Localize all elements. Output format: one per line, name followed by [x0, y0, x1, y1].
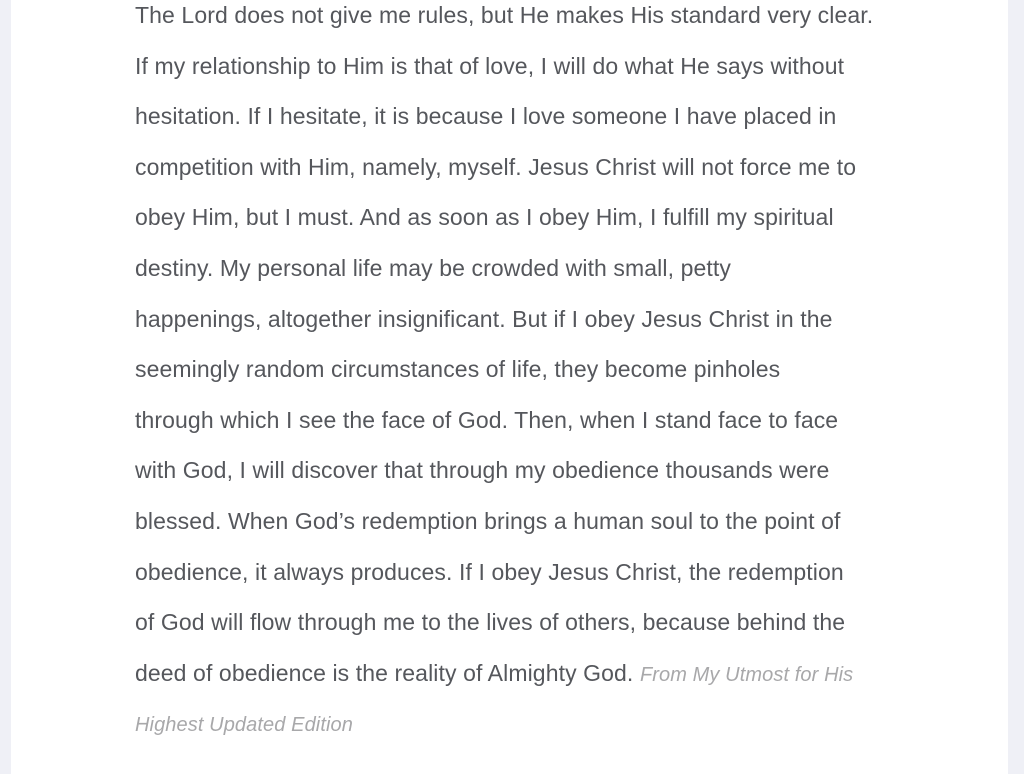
passage-line-text: seemingly random circumstances of life, they become pinholes [135, 356, 781, 383]
passage-line-text: with God, I will discover that through my obedience thousands were [135, 457, 830, 484]
passage-line-text: of God will flow through me to the lives of others, because behind the [135, 609, 846, 636]
attribution-text: From My Utmost for His [639, 663, 854, 686]
text-line [135, 243, 935, 294]
text-line [135, 294, 935, 345]
text-line [135, 142, 935, 193]
text-line [135, 395, 935, 446]
text-line [135, 192, 935, 243]
passage-line-text: The Lord does not give me rules, but He makes His standard very clear. [135, 2, 874, 28]
passage-line-text: blessed. When God’s redemption brings a human soul to the point of [135, 507, 841, 534]
passage-line-text: destiny. My personal life may be crowded with small, petty [135, 254, 731, 281]
text-line [135, 0, 935, 41]
passage-line-text: through which I see the face of God. Then, when I stand face to face [135, 406, 839, 433]
text-line [135, 344, 935, 395]
passage-line-text: happenings, altogether insignificant. But if I obey Jesus Christ in the [135, 305, 833, 332]
passage-line-text: hesitation. If I hesitate, it is because I love someone I have placed in [135, 103, 837, 130]
text-line [135, 648, 935, 699]
text-line [135, 496, 935, 547]
passage-line-text: obey Him, but I must. And as soon as I obey Him, I fulfill my spiritual [135, 204, 834, 231]
passage-line-text: deed of obedience is the reality of Almighty God. [135, 659, 634, 686]
text-line [135, 698, 935, 749]
text-line [135, 91, 935, 142]
right-gutter [1007, 0, 1024, 774]
passage-line-text: If my relationship to Him is that of love, I will do what He says without [135, 52, 845, 79]
content-panel [11, 0, 1008, 774]
attribution-text: Highest Updated Edition [135, 714, 353, 737]
passage-line-text: obedience, it always produces. If I obey Jesus Christ, the redemption [135, 558, 844, 585]
text-line [135, 41, 935, 92]
passage-text [135, 0, 935, 749]
passage-line-text: competition with Him, namely, myself. Jesus Christ will not force me to [135, 153, 857, 180]
text-line [135, 445, 935, 496]
text-line [135, 547, 935, 598]
text-line [135, 597, 935, 648]
